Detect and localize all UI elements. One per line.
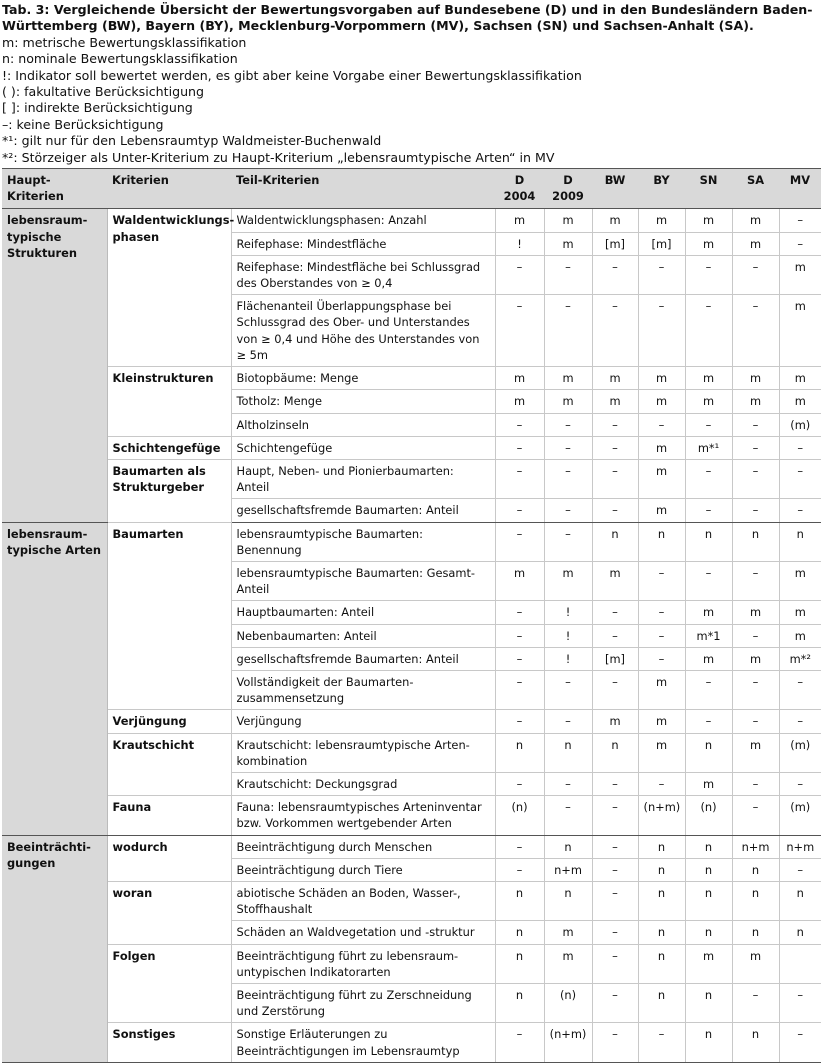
rating-cell: m <box>732 367 779 390</box>
rating-cell: – <box>544 295 592 367</box>
teil-kriterium-cell: gesellschaftsfremde Baumarten: Anteil <box>231 647 495 670</box>
rating-cell: m <box>685 390 732 413</box>
assessment-table <box>2 168 821 1063</box>
rating-cell: – <box>592 796 638 835</box>
rating-cell: m <box>685 647 732 670</box>
rating-cell: n <box>544 835 592 858</box>
kriterium-cell: woran <box>107 881 231 944</box>
rating-cell: n+m <box>732 835 779 858</box>
rating-cell: m <box>638 710 685 733</box>
teil-kriterium-cell: Krautschicht: lebensraumtypische Arten-kombination <box>231 733 495 772</box>
rating-cell: – <box>732 499 779 522</box>
rating-cell: m <box>495 390 544 413</box>
rating-cell: (n) <box>544 983 592 1022</box>
rating-cell: n <box>685 983 732 1022</box>
rating-cell: (n) <box>685 796 732 835</box>
rating-cell: – <box>779 209 821 232</box>
rating-cell: – <box>544 413 592 436</box>
rating-cell: n <box>638 835 685 858</box>
legend-item: [ ]: indirekte Berücksichtigung <box>2 100 193 116</box>
rating-cell: – <box>779 670 821 709</box>
haupt-kriterium-cell: lebensraum-typische Strukturen <box>2 209 107 522</box>
rating-cell: – <box>685 413 732 436</box>
rating-cell: n <box>495 881 544 920</box>
rating-cell: n <box>638 944 685 983</box>
rating-cell: – <box>544 710 592 733</box>
rating-cell: – <box>732 436 779 459</box>
teil-kriterium-cell: Haupt, Neben- und Pionierbaumarten: Anteil <box>231 459 495 498</box>
rating-cell: – <box>732 561 779 600</box>
table-header-row <box>2 169 821 209</box>
kriterium-cell: Folgen <box>107 944 231 1023</box>
kriterium-cell: Waldentwicklungs-phasen <box>107 209 231 367</box>
rating-cell: n <box>732 858 779 881</box>
rating-cell: m <box>779 255 821 294</box>
rating-cell: – <box>592 459 638 498</box>
teil-kriterium-cell: Reifephase: Mindestfläche <box>231 232 495 255</box>
rating-cell: – <box>638 295 685 367</box>
kriterium-cell: Kleinstrukturen <box>107 367 231 437</box>
rating-cell: (m) <box>779 733 821 772</box>
rating-cell: – <box>495 772 544 795</box>
rating-cell: m <box>544 232 592 255</box>
haupt-kriterium-cell: Beeinträchti-gungen <box>2 835 107 1062</box>
table-body <box>2 209 821 1062</box>
rating-cell: m <box>685 367 732 390</box>
rating-cell: – <box>638 772 685 795</box>
rating-cell: [m] <box>592 232 638 255</box>
rating-cell: n <box>685 858 732 881</box>
rating-cell: m <box>544 561 592 600</box>
rating-cell: – <box>495 647 544 670</box>
rating-cell: – <box>495 522 544 561</box>
kriterium-cell: Sonstiges <box>107 1023 231 1062</box>
table-caption <box>2 2 819 166</box>
rating-cell: – <box>732 459 779 498</box>
rating-cell: n <box>544 881 592 920</box>
column-header: SN <box>685 169 732 209</box>
rating-cell: – <box>732 413 779 436</box>
rating-cell: – <box>592 921 638 944</box>
rating-cell: m <box>638 367 685 390</box>
rating-cell: n <box>495 983 544 1022</box>
kriterium-cell: wodurch <box>107 835 231 881</box>
rating-cell: – <box>495 295 544 367</box>
rating-cell: – <box>495 1023 544 1062</box>
rating-cell: – <box>495 835 544 858</box>
rating-cell: n <box>685 881 732 920</box>
teil-kriterium-cell: Verjüngung <box>231 710 495 733</box>
rating-cell: m <box>638 390 685 413</box>
table-row <box>2 710 821 733</box>
rating-cell: (n+m) <box>638 796 685 835</box>
rating-cell: – <box>592 255 638 294</box>
table-row <box>2 1023 821 1062</box>
rating-cell: ! <box>544 647 592 670</box>
rating-cell: – <box>638 647 685 670</box>
rating-cell: m <box>779 561 821 600</box>
rating-cell: – <box>544 522 592 561</box>
rating-cell: n+m <box>779 835 821 858</box>
rating-cell: – <box>685 459 732 498</box>
rating-cell: (n) <box>495 796 544 835</box>
column-header: Teil-Kriterien <box>231 169 495 209</box>
rating-cell: n <box>685 921 732 944</box>
rating-cell: – <box>685 255 732 294</box>
rating-cell: n <box>495 921 544 944</box>
rating-cell: m <box>732 232 779 255</box>
rating-cell: n <box>779 881 821 920</box>
rating-cell: – <box>592 835 638 858</box>
table-row <box>2 436 821 459</box>
rating-cell: – <box>495 255 544 294</box>
rating-cell: m <box>592 209 638 232</box>
rating-cell: m <box>638 499 685 522</box>
rating-cell: n <box>732 921 779 944</box>
rating-cell: – <box>592 1023 638 1062</box>
teil-kriterium-cell: Waldentwicklungsphasen: Anzahl <box>231 209 495 232</box>
rating-cell: m <box>544 209 592 232</box>
column-header: BW <box>592 169 638 209</box>
legend-item: n: nominale Bewertungsklassifikation <box>2 51 238 67</box>
rating-cell: – <box>495 601 544 624</box>
column-header: BY <box>638 169 685 209</box>
kriterium-cell: Fauna <box>107 796 231 835</box>
rating-cell: n <box>732 881 779 920</box>
table-row <box>2 835 821 858</box>
rating-cell: – <box>592 436 638 459</box>
teil-kriterium-cell: Biotopbäume: Menge <box>231 367 495 390</box>
teil-kriterium-cell: Schichtengefüge <box>231 436 495 459</box>
rating-cell: – <box>592 624 638 647</box>
kriterium-cell: Krautschicht <box>107 733 231 796</box>
legend-item: m: metrische Bewertungsklassifikation <box>2 34 247 50</box>
rating-cell: m <box>495 561 544 600</box>
teil-kriterium-cell: Hauptbaumarten: Anteil <box>231 601 495 624</box>
teil-kriterium-cell: Beeinträchtigung führt zu lebensraum-untypischen Indikatorarten <box>231 944 495 983</box>
rating-cell: – <box>732 983 779 1022</box>
rating-cell: n <box>544 733 592 772</box>
rating-cell: – <box>592 881 638 920</box>
rating-cell: m <box>732 390 779 413</box>
rating-cell: n <box>732 1023 779 1062</box>
haupt-kriterium-cell: lebensraum-typische Arten <box>2 522 107 835</box>
rating-cell: m*1 <box>685 624 732 647</box>
rating-cell: n <box>685 835 732 858</box>
rating-cell: – <box>638 1023 685 1062</box>
rating-cell: m <box>592 710 638 733</box>
rating-cell: – <box>544 670 592 709</box>
rating-cell: n <box>495 944 544 983</box>
table-row <box>2 209 821 232</box>
teil-kriterium-cell: Beeinträchtigung durch Menschen <box>231 835 495 858</box>
rating-cell: m <box>544 944 592 983</box>
teil-kriterium-cell: Altholzinseln <box>231 413 495 436</box>
rating-cell: (m) <box>779 796 821 835</box>
rating-cell: – <box>638 561 685 600</box>
rating-cell: – <box>544 499 592 522</box>
table-row <box>2 881 821 920</box>
legend-item: ( ): fakultative Berücksichtigung <box>2 84 205 100</box>
teil-kriterium-cell: Schäden an Waldvegetation und -struktur <box>231 921 495 944</box>
rating-cell: – <box>638 601 685 624</box>
rating-cell: n <box>779 522 821 561</box>
rating-cell: m <box>732 733 779 772</box>
rating-cell: – <box>732 710 779 733</box>
rating-cell: m*² <box>779 647 821 670</box>
teil-kriterium-cell: Krautschicht: Deckungsgrad <box>231 772 495 795</box>
rating-cell: m <box>685 944 732 983</box>
table-row <box>2 459 821 498</box>
kriterium-cell: Schichtengefüge <box>107 436 231 459</box>
rating-cell: ! <box>544 624 592 647</box>
table-row <box>2 367 821 390</box>
rating-cell: n <box>638 522 685 561</box>
legend-item: –: keine Berücksichtigung <box>2 116 164 132</box>
rating-cell: m <box>779 390 821 413</box>
rating-cell: m <box>592 367 638 390</box>
rating-cell: m <box>685 209 732 232</box>
rating-cell: n <box>638 858 685 881</box>
rating-cell: m <box>732 601 779 624</box>
rating-cell: m <box>685 772 732 795</box>
rating-cell: m <box>779 295 821 367</box>
rating-cell: – <box>592 413 638 436</box>
rating-cell: n <box>732 522 779 561</box>
rating-cell: m <box>685 601 732 624</box>
teil-kriterium-cell: Flächenanteil Überlappungsphase bei Schlussgrad des Ober- und Unterstandes von ≥ 0,4 und Höhe des Unterstandes von ≥ 5m <box>231 295 495 367</box>
rating-cell: – <box>779 1023 821 1062</box>
rating-cell: n <box>638 983 685 1022</box>
teil-kriterium-cell: lebensraumtypische Baumarten: Gesamt-Anteil <box>231 561 495 600</box>
column-header: D 2009 <box>544 169 592 209</box>
legend-item: !: Indikator soll bewertet werden, es gibt aber keine Vorgabe einer Bewertungsklassifikation <box>2 67 582 83</box>
rating-cell: – <box>779 858 821 881</box>
rating-cell: n <box>592 733 638 772</box>
rating-cell: – <box>592 295 638 367</box>
legend-item: *¹: gilt nur für den Lebensraumtyp Waldmeister-Buchenwald <box>2 133 382 149</box>
teil-kriterium-cell: Fauna: lebensraumtypisches Arteninventar bzw. Vorkommen wertgebender Arten <box>231 796 495 835</box>
rating-cell: n <box>779 921 821 944</box>
rating-cell: – <box>544 436 592 459</box>
rating-cell: m <box>732 209 779 232</box>
kriterium-cell: Baumarten <box>107 522 231 710</box>
teil-kriterium-cell: Beeinträchtigung führt zu Zerschneidung und Zerstörung <box>231 983 495 1022</box>
rating-cell: – <box>732 796 779 835</box>
rating-cell: m <box>779 367 821 390</box>
rating-cell: – <box>592 772 638 795</box>
rating-cell: – <box>638 413 685 436</box>
teil-kriterium-cell: abiotische Schäden an Boden, Wasser-, Stoffhaushalt <box>231 881 495 920</box>
rating-cell: n <box>685 1023 732 1062</box>
rating-cell: m <box>638 459 685 498</box>
rating-cell <box>779 944 821 983</box>
rating-cell: m <box>732 944 779 983</box>
rating-cell: – <box>592 499 638 522</box>
rating-cell: m <box>592 561 638 600</box>
column-header: Haupt-Kriterien <box>2 169 107 209</box>
column-header: SA <box>732 169 779 209</box>
rating-cell: – <box>779 459 821 498</box>
table-row <box>2 522 821 561</box>
teil-kriterium-cell: Vollständigkeit der Baumarten-zusammensetzung <box>231 670 495 709</box>
rating-cell: m <box>495 209 544 232</box>
rating-cell: – <box>732 255 779 294</box>
rating-cell: n <box>592 522 638 561</box>
rating-cell: – <box>495 459 544 498</box>
legend-item: *²: Störzeiger als Unter-Kriterium zu Haupt-Kriterium „lebensraumtypische Arten“ in MV <box>2 149 555 165</box>
rating-cell: – <box>779 232 821 255</box>
rating-cell: n <box>638 881 685 920</box>
column-header: Kriterien <box>107 169 231 209</box>
rating-cell: – <box>495 499 544 522</box>
rating-cell: – <box>779 436 821 459</box>
rating-cell: (m) <box>779 413 821 436</box>
rating-cell: – <box>495 624 544 647</box>
rating-cell: – <box>732 670 779 709</box>
rating-cell: n <box>495 733 544 772</box>
rating-cell: – <box>685 561 732 600</box>
teil-kriterium-cell: lebensraumtypische Baumarten: Benennung <box>231 522 495 561</box>
rating-cell: m <box>779 601 821 624</box>
table-row <box>2 796 821 835</box>
rating-cell: ! <box>544 601 592 624</box>
rating-cell: – <box>592 858 638 881</box>
teil-kriterium-cell: gesellschaftsfremde Baumarten: Anteil <box>231 499 495 522</box>
rating-cell: – <box>685 499 732 522</box>
rating-cell: m <box>544 921 592 944</box>
rating-cell: – <box>779 983 821 1022</box>
table-row <box>2 733 821 772</box>
rating-cell: m <box>685 232 732 255</box>
rating-cell: – <box>685 670 732 709</box>
rating-cell: m <box>732 647 779 670</box>
rating-cell: m <box>638 436 685 459</box>
rating-cell: m <box>638 209 685 232</box>
column-header: D 2004 <box>495 169 544 209</box>
kriterium-cell: Verjüngung <box>107 710 231 733</box>
rating-cell: – <box>779 710 821 733</box>
rating-cell: ! <box>495 232 544 255</box>
teil-kriterium-cell: Totholz: Menge <box>231 390 495 413</box>
rating-cell: – <box>495 710 544 733</box>
rating-cell: m <box>638 670 685 709</box>
rating-cell: [m] <box>638 232 685 255</box>
teil-kriterium-cell: Reifephase: Mindestfläche bei Schlussgrad des Oberstandes von ≥ 0,4 <box>231 255 495 294</box>
rating-cell: – <box>495 436 544 459</box>
rating-cell: – <box>638 624 685 647</box>
column-header: MV <box>779 169 821 209</box>
rating-cell: n <box>685 733 732 772</box>
rating-cell: – <box>495 670 544 709</box>
teil-kriterium-cell: Nebenbaumarten: Anteil <box>231 624 495 647</box>
rating-cell: m <box>638 733 685 772</box>
rating-cell: – <box>732 624 779 647</box>
rating-cell: n+m <box>544 858 592 881</box>
rating-cell: m <box>495 367 544 390</box>
rating-cell: – <box>685 295 732 367</box>
rating-cell: – <box>592 670 638 709</box>
rating-cell: m <box>544 390 592 413</box>
rating-cell: – <box>685 710 732 733</box>
rating-cell: – <box>544 796 592 835</box>
table-title: Tab. 3: Vergleichende Übersicht der Bewertungsvorgaben auf Bundesebene (D) und in den Bundesländern Baden-Württemberg (BW), Bayern (BY), Mecklenburg-Vorpommern (MV), Sachsen (SN) und Sachsen-Anhalt (SA). <box>2 2 813 34</box>
rating-cell: – <box>732 295 779 367</box>
rating-cell: – <box>592 944 638 983</box>
rating-cell: (n+m) <box>544 1023 592 1062</box>
rating-cell: – <box>544 255 592 294</box>
rating-cell: – <box>495 858 544 881</box>
rating-cell: – <box>638 255 685 294</box>
rating-cell: – <box>544 459 592 498</box>
kriterium-cell: Baumarten als Strukturgeber <box>107 459 231 522</box>
rating-cell: m <box>779 624 821 647</box>
rating-cell: [m] <box>592 647 638 670</box>
table-row <box>2 944 821 983</box>
rating-cell: – <box>779 772 821 795</box>
rating-cell: – <box>779 499 821 522</box>
teil-kriterium-cell: Beeinträchtigung durch Tiere <box>231 858 495 881</box>
rating-cell: m*¹ <box>685 436 732 459</box>
rating-cell: – <box>592 601 638 624</box>
rating-cell: – <box>732 772 779 795</box>
rating-cell: n <box>685 522 732 561</box>
rating-cell: m <box>544 367 592 390</box>
rating-cell: – <box>495 413 544 436</box>
legend-list <box>2 35 819 166</box>
rating-cell: n <box>638 921 685 944</box>
rating-cell: m <box>592 390 638 413</box>
rating-cell: – <box>544 772 592 795</box>
teil-kriterium-cell: Sonstige Erläuterungen zu Beeinträchtigungen im Lebensraumtyp <box>231 1023 495 1062</box>
rating-cell: – <box>592 983 638 1022</box>
